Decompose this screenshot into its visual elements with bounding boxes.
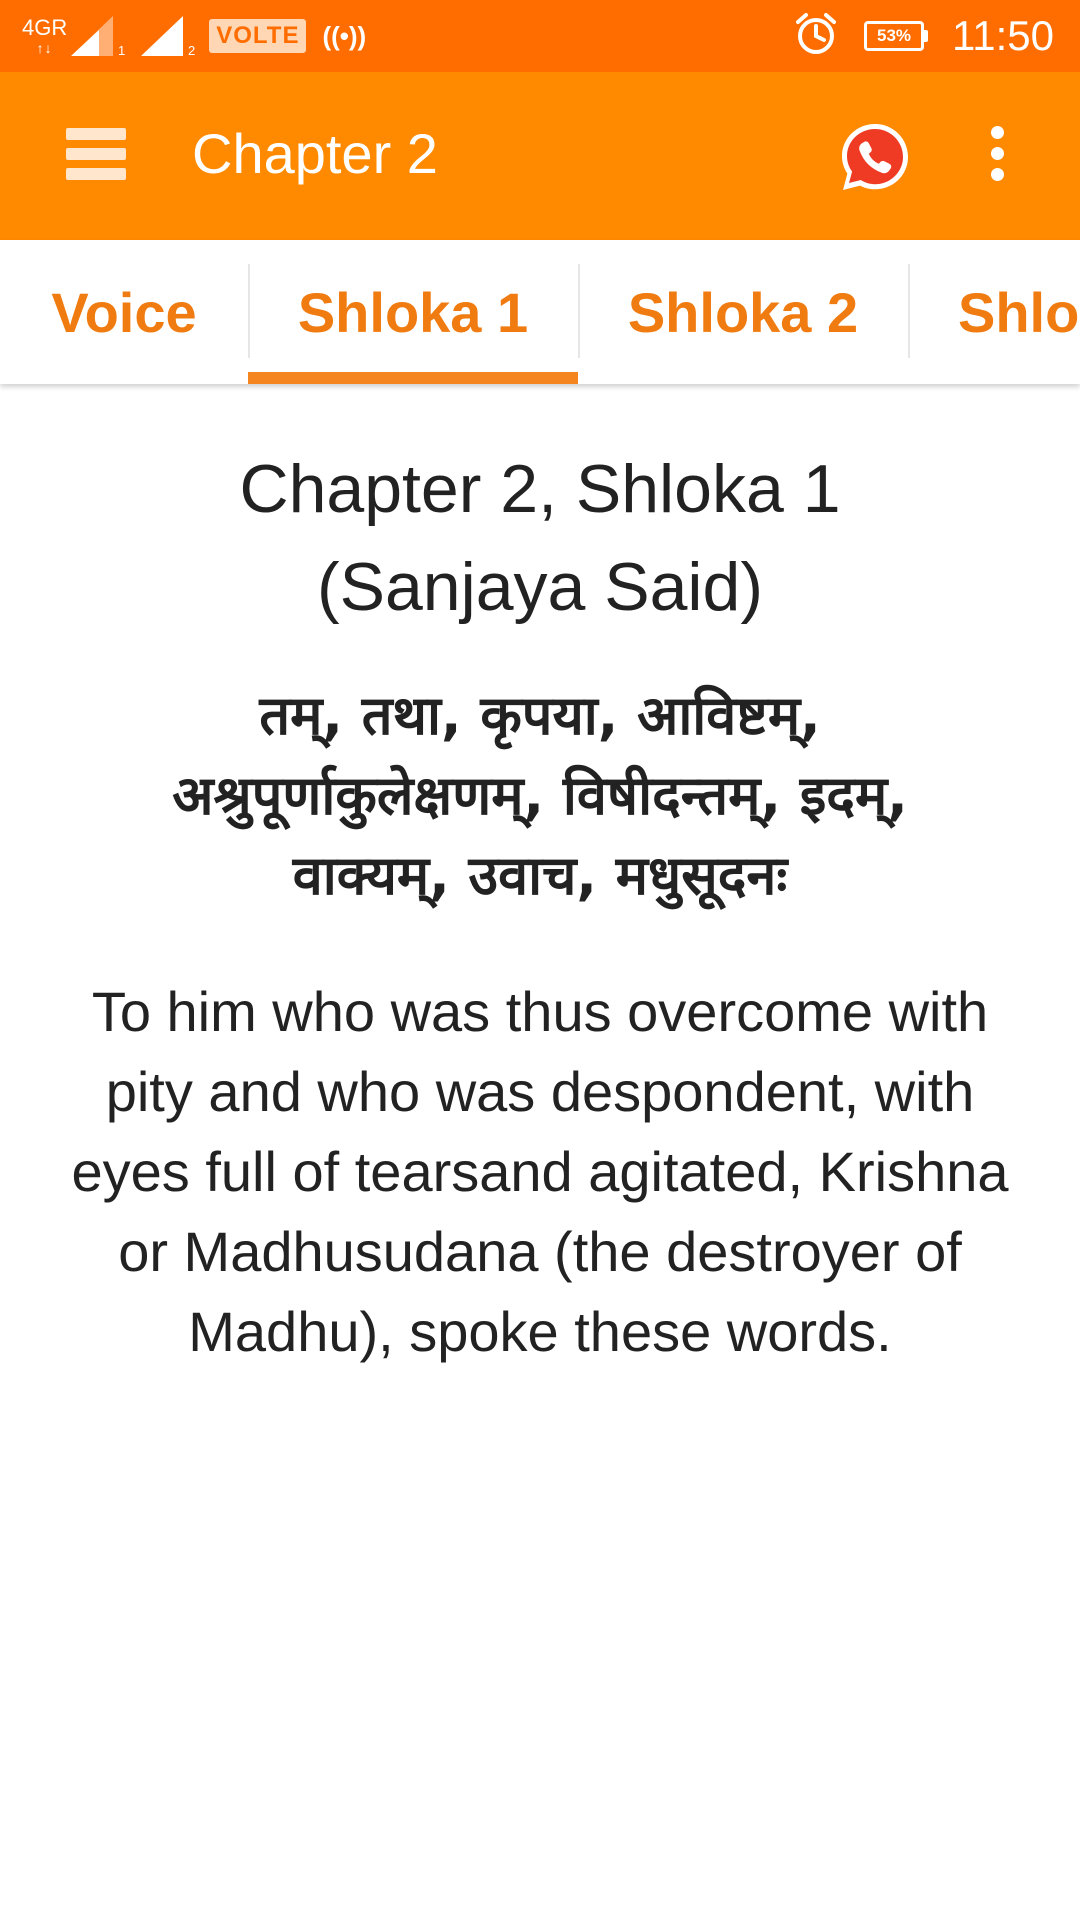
verse-translation: To him who was thus overcome with pity and who was despondent, with eyes full of tearsand agitated, Krishna or Madhusudana (the destroyer of Madhu), spoke these words. <box>71 980 1009 1363</box>
tab-shloka-1[interactable]: Shloka 1 <box>297 280 529 344</box>
verse-title <box>60 440 1020 636</box>
battery-icon <box>864 21 928 51</box>
status-bar-right <box>794 10 1054 62</box>
tab-bar <box>0 240 1080 384</box>
hamburger-menu-icon[interactable] <box>66 128 126 180</box>
signal-sim1-icon <box>69 14 126 58</box>
app-bar <box>0 72 1080 240</box>
verse-title-line2: (Sanjaya Said) <box>316 549 764 625</box>
volte-icon: VOLTE <box>209 19 306 53</box>
signal-sim2-icon <box>139 14 196 58</box>
sim2-label: 2 <box>188 43 196 58</box>
network-type-label: 4GR <box>22 15 68 40</box>
status-bar <box>0 0 1080 72</box>
status-bar-left <box>22 10 366 62</box>
data-arrows-icon: ↑↓ <box>36 40 53 56</box>
hotspot-icon: ((•)) <box>322 20 367 51</box>
more-vert-icon[interactable] <box>980 124 1014 184</box>
status-time: 11:50 <box>952 12 1054 59</box>
verse-title-line1: Chapter 2, Shloka 1 <box>239 451 841 527</box>
selected-tab-indicator <box>248 372 578 384</box>
whatsapp-icon[interactable] <box>838 120 912 194</box>
sanskrit-verse: तम्, तथा, कृपया, आविष्टम्, अश्रुपूर्णाकुलेक्षणम्, विषीदन्तम्, इदम्, वाक्यम्, उवाच, मधुसूदनः <box>172 684 908 907</box>
battery-level: 53% <box>864 21 924 51</box>
tab-voice[interactable]: Voice <box>51 280 197 344</box>
verse-content <box>0 384 1080 1372</box>
network-type <box>22 17 67 55</box>
tab-shloka-2[interactable]: Shloka 2 <box>627 280 859 344</box>
alarm-icon <box>794 12 838 61</box>
sim1-label: 1 <box>118 43 126 58</box>
page-title: Chapter 2 <box>192 122 438 185</box>
tab-shloka-3[interactable]: Shlo <box>958 280 1080 344</box>
